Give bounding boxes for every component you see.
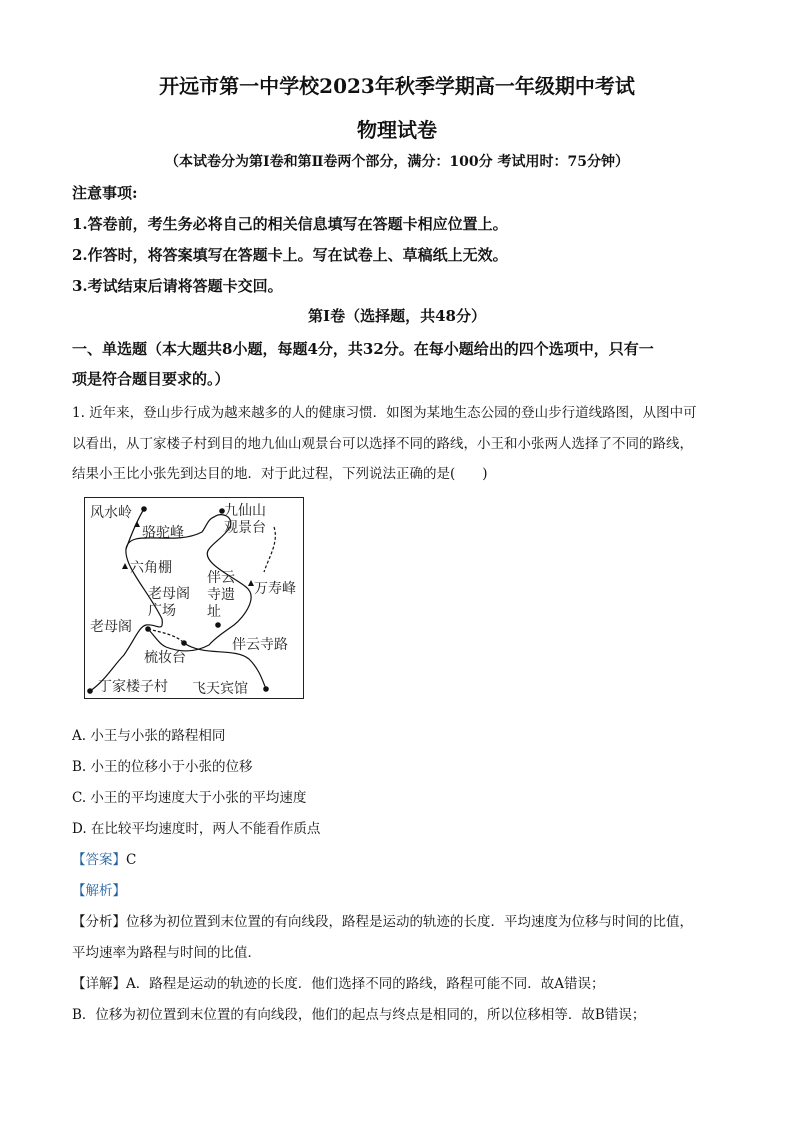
fenxi-line1 bbox=[72, 910, 693, 930]
map-label-shuzhuangtai: 梳妆台 bbox=[144, 650, 186, 666]
map-label-laomuge-square-1: 老母阁 bbox=[148, 586, 190, 602]
option-c: C. 小王的平均速度大于小张的平均速度 bbox=[72, 790, 307, 806]
map-label-yiyun-3: 址 bbox=[207, 604, 221, 620]
notes-item-1: 1.答卷前，考生务必将自己的相关信息填写在答题卡相应位置上。 bbox=[72, 215, 508, 233]
analysis-label: 【解析】 bbox=[72, 883, 126, 899]
part-heading-line1: 一、单选题（本大题共8小题，每题4分，共32分。在每小题给出的四个选项中，只有一 bbox=[72, 340, 654, 358]
xiangjie-line1 bbox=[72, 972, 605, 992]
map-label-feitian: 飞天宾馆 bbox=[192, 681, 248, 697]
fenxi-label: 【分析】 bbox=[72, 914, 126, 930]
map-label-guanjingtai: 观景台 bbox=[224, 520, 266, 536]
answer-row bbox=[72, 848, 136, 868]
map-label-jiuxianshan: 九仙山 bbox=[224, 503, 266, 519]
answer-value: C bbox=[126, 852, 137, 868]
map-label-fengshuiling: 风水岭 bbox=[90, 505, 132, 521]
exam-info: （本试卷分为第Ⅰ卷和第Ⅱ卷两个部分，满分：100分 考试用时：75分钟） bbox=[165, 154, 629, 170]
map-label-liujiaopeng: 六角棚 bbox=[130, 560, 172, 576]
notes-item-2: 2.作答时，将答案填写在答题卡上。写在试卷上、草稿纸上无效。 bbox=[72, 246, 508, 264]
map-label-wanshoufeng: 万寿峰 bbox=[254, 581, 296, 597]
option-a: A. 小王与小张的路程相同 bbox=[72, 728, 226, 744]
notes-item-3: 3.考试结束后请将答题卡交回。 bbox=[72, 277, 283, 295]
notes-heading: 注意事项: bbox=[72, 184, 138, 202]
option-b: B. 小王的位移小于小张的位移 bbox=[72, 759, 253, 775]
map-label-laomuge-square-2: 广场 bbox=[148, 603, 176, 619]
xiangjie-line2: B．位移为初位置到末位置的有向线段，他们的起点与终点是相同的，所以位移相等．故B错误； bbox=[72, 1007, 646, 1023]
map-label-yiyun-2: 寺遗 bbox=[207, 587, 235, 603]
answer-label: 【答案】 bbox=[72, 852, 126, 868]
trail-map bbox=[84, 497, 304, 699]
map-label-yiyunsi-road: 伴云寺路 bbox=[232, 637, 288, 653]
map-label-dingjia: 丁家楼子村 bbox=[98, 679, 168, 695]
map-label-laomuge: 老母阁 bbox=[90, 619, 132, 635]
map-label-luotuofeng: 骆驼峰 bbox=[142, 525, 184, 541]
question-line3: 结果小王比小张先到达目的地．对于此过程，下列说法正确的是( ) bbox=[72, 466, 488, 482]
option-d: D. 在比较平均速度时，两人不能看作质点 bbox=[72, 821, 321, 837]
xiangjie-text-1: A．路程是运动的轨迹的长度．他们选择不同的路线，路程可能不同．故A错误； bbox=[126, 976, 605, 992]
fenxi-line2: 平均速率为路程与时间的比值． bbox=[72, 945, 261, 961]
question-line1: 1. 近年来，登山步行成为越来越多的人的健康习惯．如图为某地生态公园的登山步行道线路图，从图中可 bbox=[72, 405, 697, 421]
exam-title: 开远市第一中学校2023年秋季学期高一年级期中考试 bbox=[159, 74, 635, 98]
exam-subtitle: 物理试卷 bbox=[357, 118, 437, 142]
xiangjie-label: 【详解】 bbox=[72, 976, 126, 992]
part-heading-line2: 项是符合题目要求的。） bbox=[72, 370, 230, 388]
fenxi-text-1: 位移为初位置到末位置的有向线段，路程是运动的轨迹的长度．平均速度为位移与时间的比值， bbox=[126, 914, 693, 930]
map-label-yiyun-1: 伴云 bbox=[207, 570, 235, 586]
section-title: 第Ⅰ卷（选择题，共48分） bbox=[308, 307, 486, 325]
question-line2: 以看出，从丁家楼子村到目的地九仙山观景台可以选择不同的路线，小王和小张两人选择了不同的路线， bbox=[72, 436, 693, 452]
